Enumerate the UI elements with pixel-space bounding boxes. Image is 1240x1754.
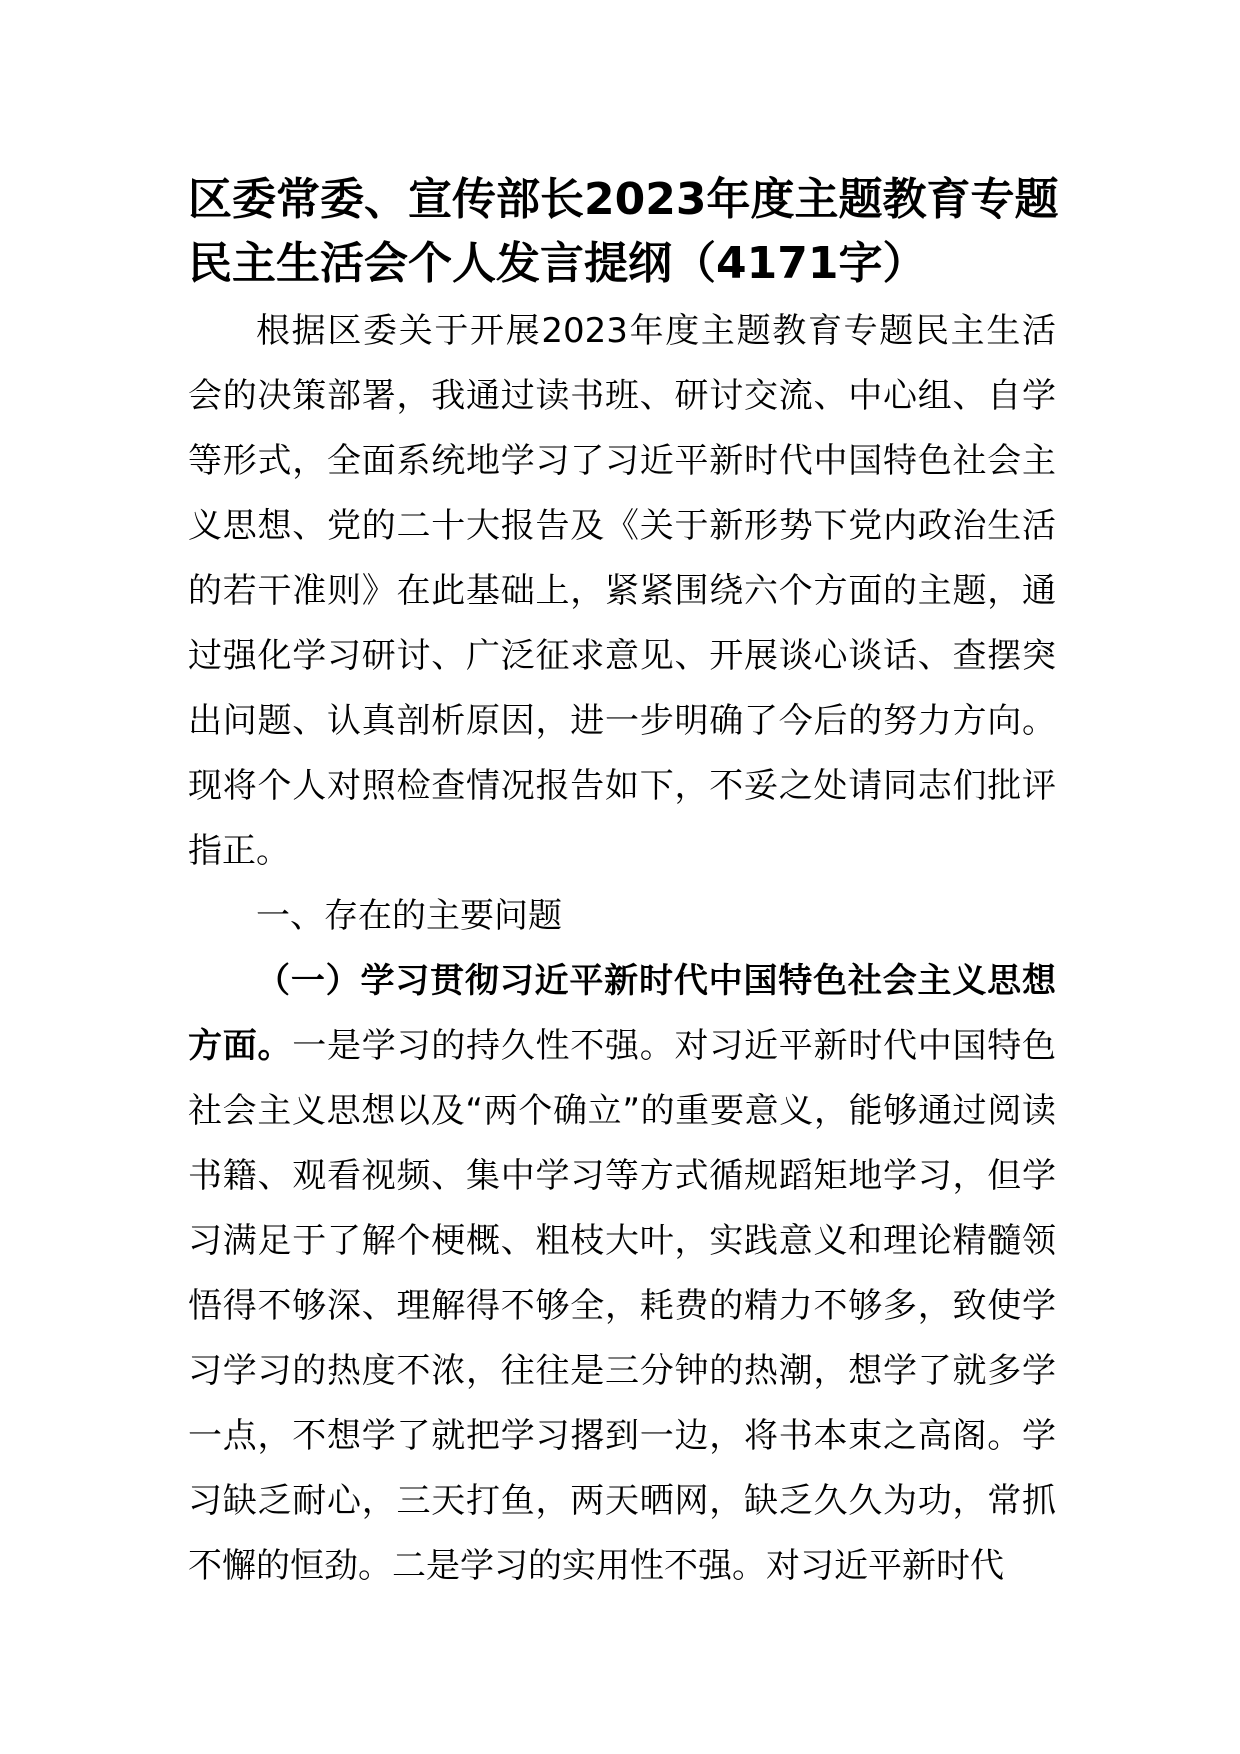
section-heading: 一、存在的主要问题 bbox=[256, 896, 562, 936]
subsection-heading: （一）学习贯彻习近平新时代中国特色社会主义思想方面。 bbox=[188, 961, 1056, 1066]
subsection-paragraph bbox=[188, 949, 1056, 1599]
document-body bbox=[188, 299, 1056, 1599]
intro-paragraph: 根据区委关于开展2023年度主题教育专题民主生活会的决策部署，我通过读书班、研讨交流、中心组、自学等形式，全面系统地学习了习近平新时代中国特色社会主义思想、党的二十大报告及《关于新形势下党内政治生活的若干准则》在此基础上，紧紧围绕六个方面的主题，通过强化学习研讨、广泛征求意见、开展谈心谈话、查摆突出问题、认真剖析原因，进一步明确了今后的努力方向。现将个人对照检查情况报告如下，不妥之处请同志们批评指正。 bbox=[188, 311, 1056, 871]
subsection-text: 一是学习的持久性不强。对习近平新时代中国特色社会主义思想以及“两个确立”的重要意义，能够通过阅读书籍、观看视频、集中学习等方式循规蹈矩地学习，但学习满足于了解个梗概、粗枝大叶，实践意义和理论精髓领悟得不够深、理解得不够全，耗费的精力不够多，致使学习学习的热度不浓，往往是三分钟的热潮，想学了就多学一点，不想学了就把学习撂到一边，将书本束之高阁。学习缺乏耐心，三天打鱼，两天晒网，缺乏久久为功，常抓不懈的恒劲。二是学习的实用性不强。对习近平新时代 bbox=[188, 1026, 1056, 1586]
document-title: 区委常委、宣传部长2023年度主题教育专题民主生活会个人发言提纲（4171字） bbox=[188, 174, 1059, 289]
